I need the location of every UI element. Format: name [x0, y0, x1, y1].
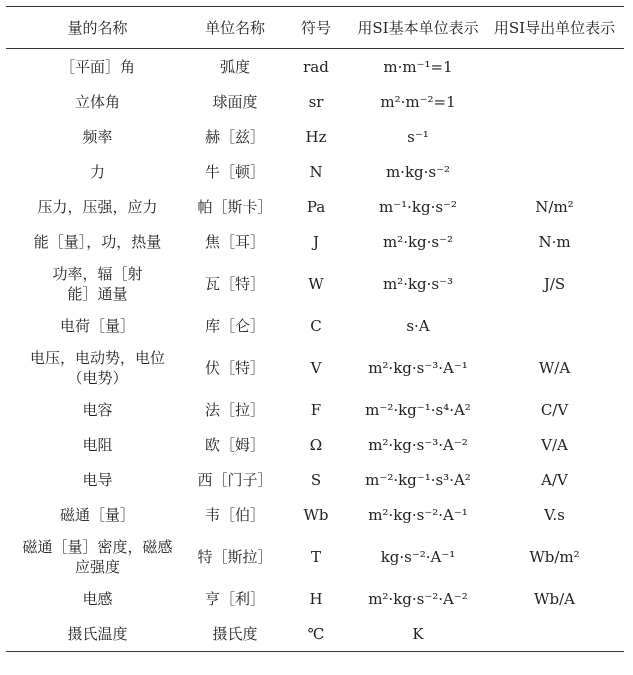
symbol-cell	[281, 392, 351, 427]
quantity-cell	[6, 616, 189, 652]
symbol-cell	[281, 462, 351, 497]
si-derived-cell-text: N/m²	[535, 197, 574, 216]
unit-name-cell	[189, 497, 281, 532]
si-derived-cell	[485, 119, 624, 154]
symbol-cell-text: S	[310, 470, 322, 489]
si-derived-cell	[485, 581, 624, 616]
quantity-cell-text: 摄氏温度	[67, 624, 128, 643]
quantity-cell	[6, 581, 189, 616]
unit-name-cell	[189, 462, 281, 497]
si-derived-cell-text: V/A	[541, 435, 568, 454]
symbol-cell	[281, 119, 351, 154]
quantity-cell-text: 电导	[82, 470, 113, 489]
si-base-cell-text: m·m⁻¹=1	[383, 57, 453, 76]
table-row	[6, 532, 624, 581]
unit-name-cell-text: 亨［利］	[204, 589, 265, 608]
si-derived-cell	[485, 308, 624, 343]
si-derived-cell	[485, 462, 624, 497]
si-derived-cell	[485, 343, 624, 392]
unit-name-cell-text: 帕［斯卡］	[197, 197, 273, 216]
si-base-cell-text: m²·kg·s⁻²·A⁻²	[368, 589, 468, 608]
symbol-cell-text: Ω	[309, 435, 323, 454]
symbol-cell	[281, 154, 351, 189]
si-base-cell-text: m²·kg·s⁻³·A⁻²	[368, 435, 468, 454]
si-base-cell-text: m²·kg·s⁻³	[382, 274, 454, 293]
si-base-cell-text: m²·kg·s⁻³·A⁻¹	[368, 358, 468, 377]
quantity-cell-text: 力	[89, 162, 105, 181]
symbol-cell-text: N	[309, 162, 323, 181]
unit-name-cell	[189, 189, 281, 224]
unit-name-cell	[189, 427, 281, 462]
si-base-cell-text: K	[412, 624, 424, 643]
header-unit-name: 单位名称	[189, 7, 281, 49]
symbol-cell-text: J	[312, 232, 319, 251]
si-derived-cell-text: Wb/A	[534, 589, 575, 608]
symbol-cell	[281, 224, 351, 259]
symbol-cell-text: rad	[303, 57, 329, 76]
table-body	[6, 49, 624, 652]
unit-name-cell-text: 韦［伯］	[204, 505, 265, 524]
unit-name-cell	[189, 308, 281, 343]
table-row	[6, 224, 624, 259]
si-base-cell-text: m²·m⁻²=1	[380, 92, 456, 111]
si-derived-cell	[485, 497, 624, 532]
si-base-cell-text: m·kg·s⁻²	[385, 162, 451, 181]
si-derived-cell	[485, 189, 624, 224]
table-row	[6, 392, 624, 427]
si-derived-cell-text: C/V	[540, 400, 569, 419]
unit-name-cell-text: 摄氏度	[212, 624, 258, 643]
symbol-cell	[281, 616, 351, 652]
si-derived-cell-text: N·m	[538, 232, 571, 251]
symbol-cell-text: ℃	[307, 624, 325, 643]
table-row	[6, 49, 624, 85]
table-row	[6, 308, 624, 343]
si-base-cell-text: m⁻²·kg⁻¹·s³·A²	[365, 470, 471, 489]
si-base-cell	[351, 224, 485, 259]
quantity-cell	[6, 84, 189, 119]
unit-name-cell-text: 西［门子］	[197, 470, 273, 489]
quantity-cell	[6, 308, 189, 343]
si-derived-cell	[485, 392, 624, 427]
symbol-cell-text: V	[310, 358, 322, 377]
header-symbol: 符号	[281, 7, 351, 49]
quantity-cell-text: 立体角	[74, 92, 120, 111]
quantity-cell	[6, 497, 189, 532]
table-header	[6, 7, 624, 49]
table-row	[6, 189, 624, 224]
symbol-cell	[281, 343, 351, 392]
header-quantity-name: 量的名称	[6, 7, 189, 49]
table-row	[6, 84, 624, 119]
unit-name-cell-text: 特［斯拉］	[197, 547, 273, 566]
si-derived-cell	[485, 84, 624, 119]
quantity-cell	[6, 343, 189, 392]
quantity-cell	[6, 392, 189, 427]
symbol-cell	[281, 49, 351, 85]
table-row	[6, 154, 624, 189]
symbol-cell-text: C	[310, 316, 322, 335]
quantity-cell	[6, 154, 189, 189]
si-derived-cell	[485, 616, 624, 652]
quantity-cell	[6, 462, 189, 497]
si-base-cell	[351, 616, 485, 652]
si-base-cell	[351, 308, 485, 343]
si-base-cell	[351, 84, 485, 119]
symbol-cell	[281, 532, 351, 581]
quantity-cell	[6, 49, 189, 85]
si-base-cell	[351, 154, 485, 189]
si-base-cell-text: s·A	[406, 316, 430, 335]
symbol-cell	[281, 427, 351, 462]
quantity-cell-text: 磁通［量］密度，磁感应强度	[22, 537, 173, 576]
si-base-cell	[351, 49, 485, 85]
unit-name-cell	[189, 84, 281, 119]
header-row	[6, 7, 624, 49]
unit-name-cell	[189, 392, 281, 427]
symbol-cell-text: Hz	[305, 127, 327, 146]
unit-name-cell-text: 球面度	[212, 92, 258, 111]
unit-name-cell	[189, 259, 281, 308]
quantity-cell-text: 功率，辐［射能］通量	[52, 264, 143, 303]
si-base-cell	[351, 259, 485, 308]
unit-name-cell	[189, 616, 281, 652]
quantity-cell	[6, 427, 189, 462]
quantity-cell-text: 磁通［量］	[59, 505, 135, 524]
quantity-cell	[6, 189, 189, 224]
si-base-cell-text: kg·s⁻²·A⁻¹	[380, 547, 456, 566]
si-base-cell	[351, 462, 485, 497]
si-base-cell	[351, 392, 485, 427]
si-derived-cell	[485, 154, 624, 189]
si-derived-cell	[485, 224, 624, 259]
symbol-cell-text: Wb	[303, 505, 329, 524]
unit-name-cell	[189, 119, 281, 154]
si-derived-cell-text: W/A	[538, 358, 571, 377]
unit-name-cell	[189, 581, 281, 616]
quantity-cell-text: 电容	[82, 400, 113, 419]
quantity-cell-text: 压力，压强，应力	[37, 197, 158, 216]
table-row	[6, 259, 624, 308]
quantity-cell	[6, 119, 189, 154]
symbol-cell	[281, 581, 351, 616]
si-derived-cell-text: A/V	[541, 470, 568, 489]
quantity-cell-text: 电感	[82, 589, 113, 608]
si-derived-cell-text: Wb/m²	[529, 547, 580, 566]
si-derived-cell	[485, 49, 624, 85]
table-row	[6, 497, 624, 532]
si-derived-cell	[485, 427, 624, 462]
si-base-cell-text: m⁻¹·kg·s⁻²	[378, 197, 457, 216]
symbol-cell-text: Pa	[306, 197, 326, 216]
symbol-cell-text: T	[310, 547, 321, 566]
si-base-cell	[351, 343, 485, 392]
table-row	[6, 581, 624, 616]
unit-name-cell	[189, 224, 281, 259]
si-base-cell-text: m⁻²·kg⁻¹·s⁴·A²	[365, 400, 471, 419]
quantity-cell-text: 能［量］，功，热量	[33, 232, 162, 251]
si-derived-units-table	[6, 6, 624, 652]
unit-name-cell	[189, 343, 281, 392]
unit-name-cell	[189, 49, 281, 85]
si-base-cell-text: s⁻¹	[407, 127, 429, 146]
table-row	[6, 427, 624, 462]
si-derived-cell	[485, 259, 624, 308]
si-derived-cell-text: V.s	[544, 505, 565, 524]
header-si-base-expression: 用SI基本单位表示	[351, 7, 485, 49]
table-row	[6, 616, 624, 652]
si-base-cell-text: m²·kg·s⁻²·A⁻¹	[368, 505, 468, 524]
unit-name-cell-text: 法［拉］	[204, 400, 265, 419]
table-row	[6, 119, 624, 154]
quantity-cell-text: 频率	[82, 127, 113, 146]
quantity-cell-text: 电荷［量］	[59, 316, 135, 335]
symbol-cell	[281, 497, 351, 532]
symbol-cell	[281, 308, 351, 343]
si-base-cell	[351, 189, 485, 224]
quantity-cell	[6, 532, 189, 581]
header-si-derived-expression: 用SI导出单位表示	[485, 7, 624, 49]
symbol-cell-text: W	[308, 274, 324, 293]
symbol-cell	[281, 84, 351, 119]
si-derived-cell	[485, 532, 624, 581]
si-base-cell	[351, 497, 485, 532]
unit-name-cell-text: 焦［耳］	[204, 232, 265, 251]
quantity-cell	[6, 224, 189, 259]
unit-name-cell-text: 赫［兹］	[204, 127, 265, 146]
quantity-cell-text: 电阻	[82, 435, 113, 454]
unit-name-cell-text: 伏［特］	[204, 358, 265, 377]
unit-name-cell-text: 库［仑］	[204, 316, 265, 335]
unit-name-cell	[189, 532, 281, 581]
symbol-cell	[281, 259, 351, 308]
quantity-cell-text: 电压，电动势，电位（电势）	[29, 348, 165, 387]
unit-name-cell-text: 欧［姆］	[204, 435, 265, 454]
unit-name-cell-text: 瓦［特］	[204, 274, 265, 293]
quantity-cell	[6, 259, 189, 308]
si-base-cell	[351, 532, 485, 581]
symbol-cell-text: F	[310, 400, 322, 419]
symbol-cell-text: H	[309, 589, 323, 608]
unit-name-cell	[189, 154, 281, 189]
symbol-cell	[281, 189, 351, 224]
si-base-cell	[351, 581, 485, 616]
si-base-cell	[351, 119, 485, 154]
symbol-cell-text: sr	[308, 92, 324, 111]
unit-name-cell-text: 牛［顿］	[204, 162, 265, 181]
quantity-cell-text: ［平面］角	[59, 57, 135, 76]
table-row	[6, 343, 624, 392]
si-base-cell	[351, 427, 485, 462]
si-derived-cell-text: J/S	[543, 274, 566, 293]
unit-name-cell-text: 弧度	[219, 57, 250, 76]
table-row	[6, 462, 624, 497]
si-base-cell-text: m²·kg·s⁻²	[382, 232, 454, 251]
